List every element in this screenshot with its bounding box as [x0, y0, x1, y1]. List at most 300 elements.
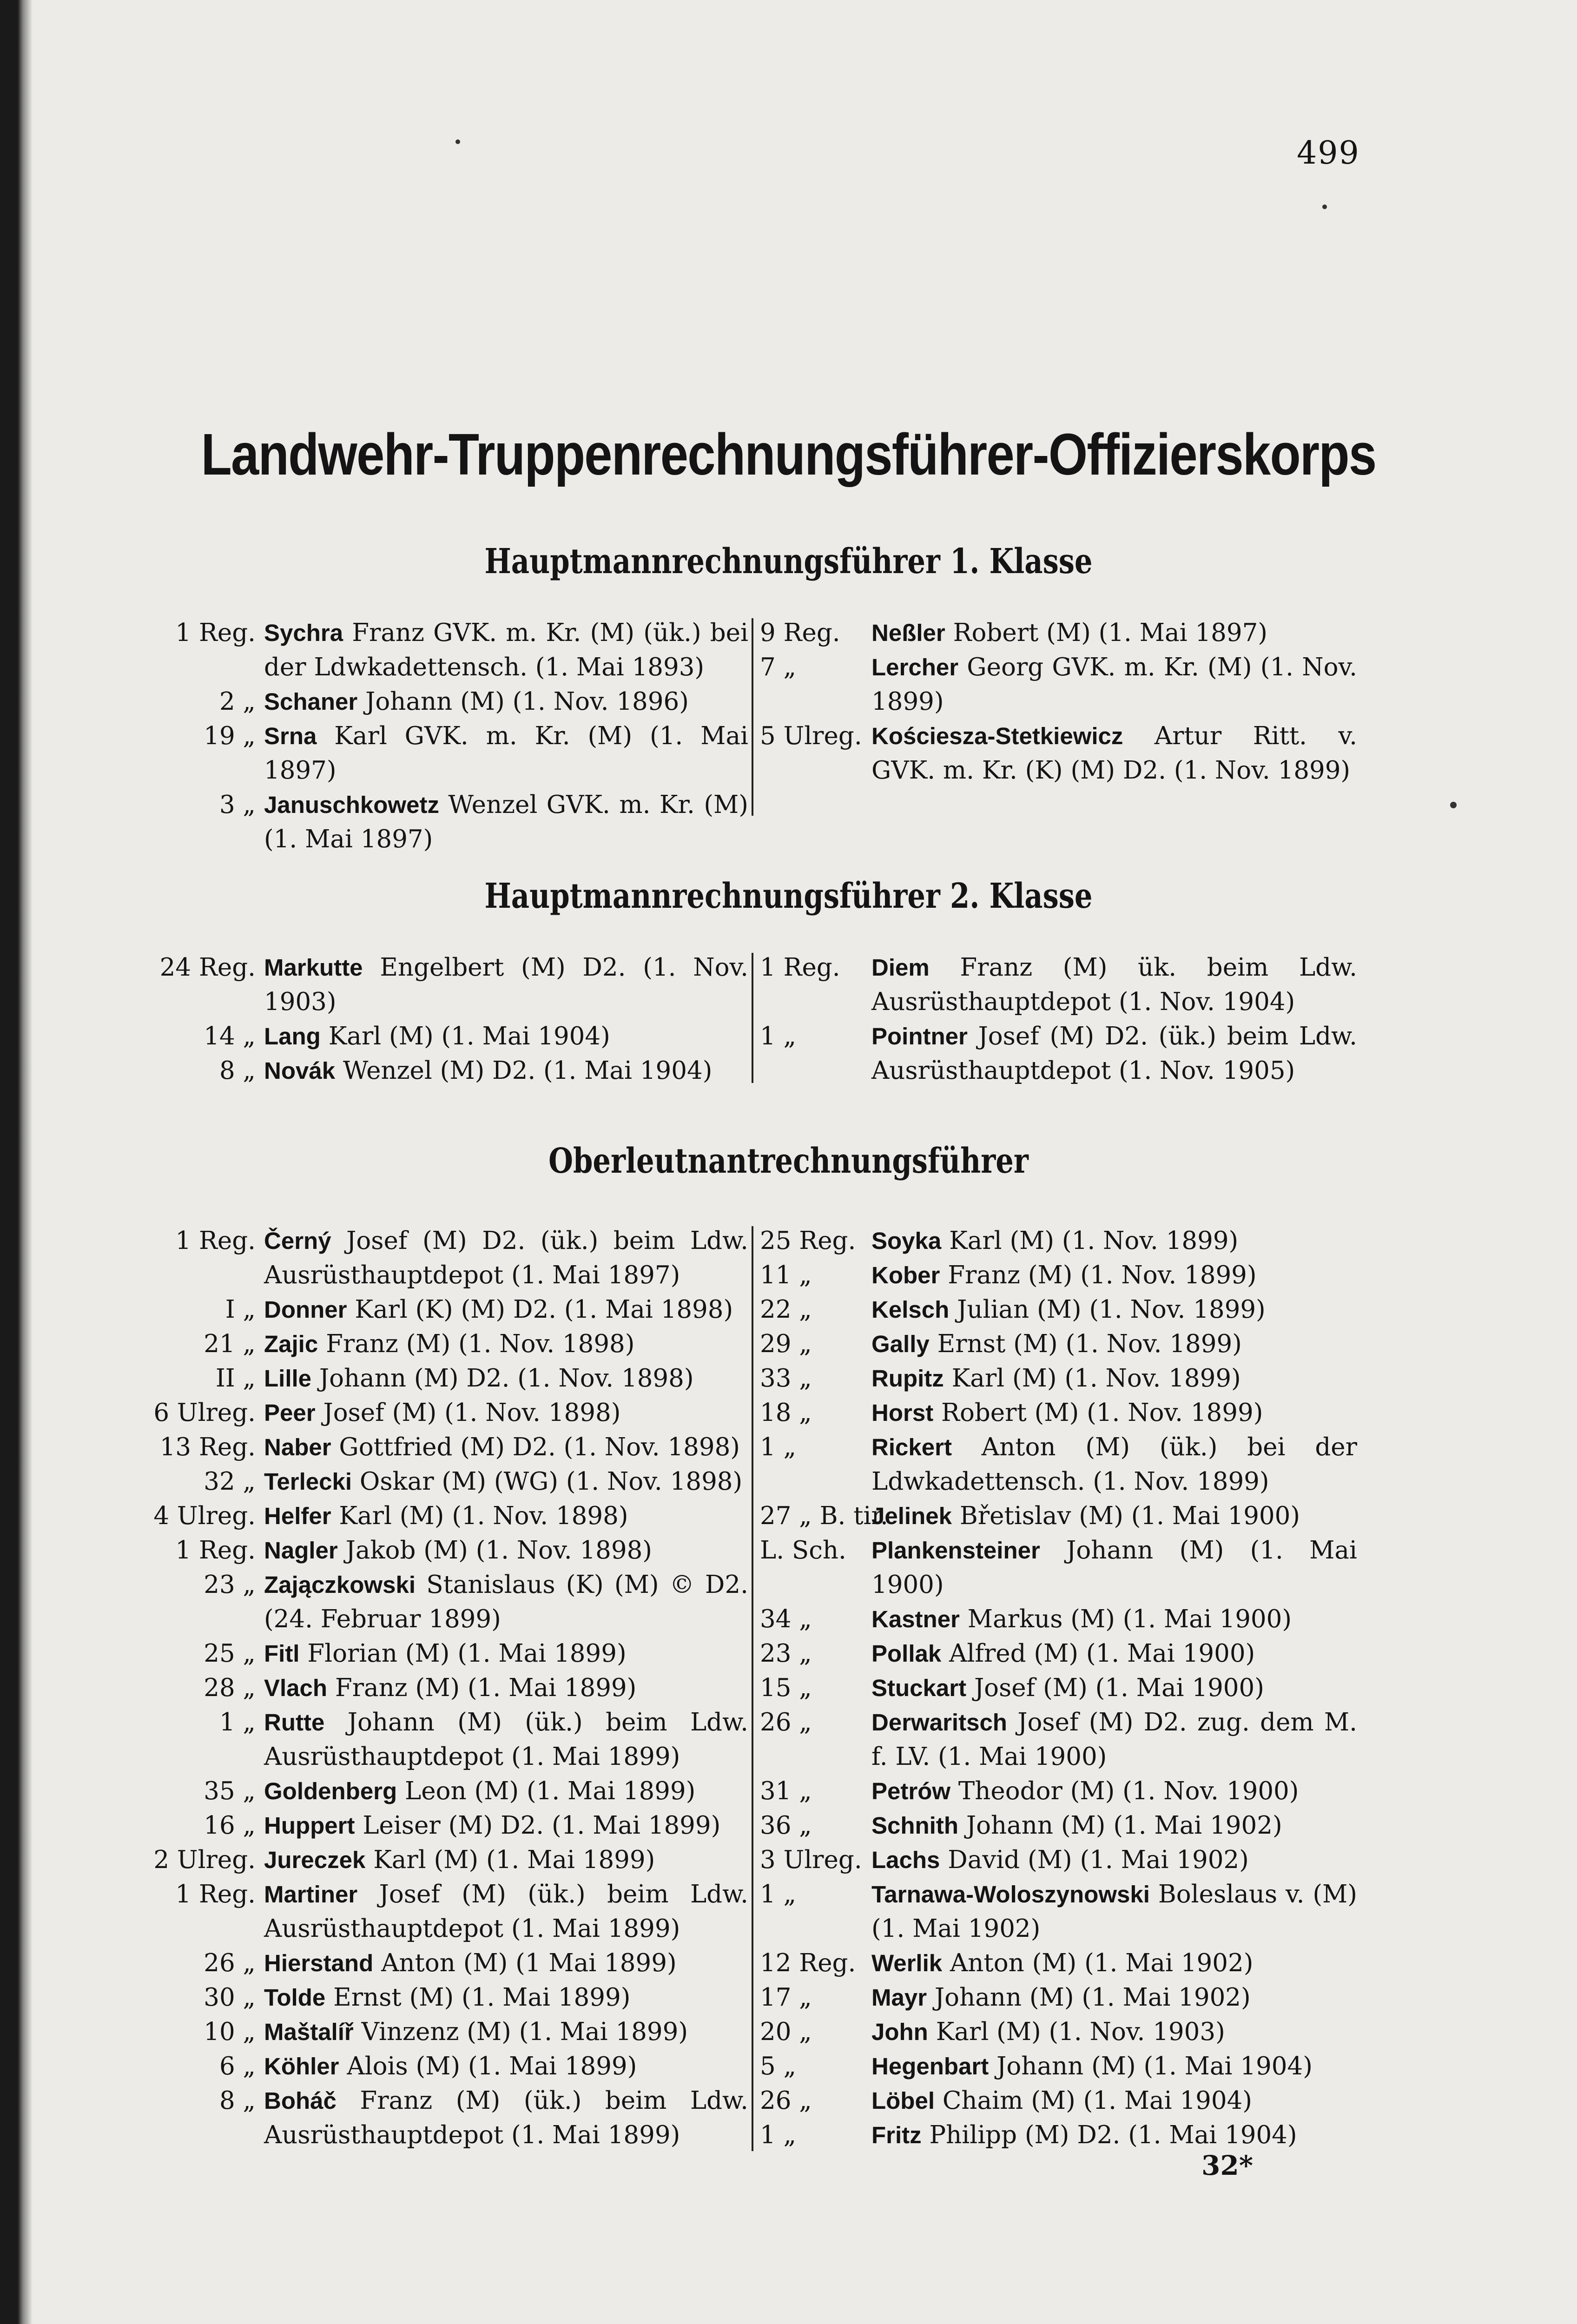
- regiment-label: 2 „: [219, 687, 256, 716]
- regiment-label: 17 „: [760, 1983, 812, 2012]
- officer-surname: Černý: [264, 1228, 331, 1254]
- regiment-label: 19 „: [204, 722, 256, 750]
- entry-text: [871, 1293, 1357, 1327]
- regiment-label: 24 Reg.: [159, 953, 256, 982]
- officer-details: Gottfried (M) D2. (1. Nov. 1898): [339, 1433, 740, 1461]
- regiment-label: 32 „: [204, 1467, 256, 1496]
- roster-entry: [153, 788, 748, 857]
- entry-text: [871, 1499, 1357, 1533]
- print-speck: [455, 139, 460, 144]
- officer-details: Johann (M) (1. Mai 1904): [996, 2052, 1313, 2080]
- regiment-label: 31 „: [760, 1777, 812, 1805]
- roster-entry: [153, 1499, 748, 1533]
- entry-text: [871, 1019, 1357, 1088]
- officer-surname: Lang: [264, 1023, 321, 1050]
- roster-entry: [153, 1877, 748, 1946]
- entry-text: [871, 1533, 1357, 1602]
- entry-text: [871, 1327, 1357, 1361]
- officer-details: Johann (M) (1. Mai 1900): [871, 1536, 1357, 1599]
- regiment-label: 1 Reg.: [175, 1536, 256, 1565]
- regiment-label: 16 „: [204, 1811, 256, 1840]
- roster-entry: [760, 1774, 1357, 1809]
- officer-details: Johann (M) (1. Mai 1902): [966, 1811, 1282, 1840]
- officer-details: Markus (M) (1. Mai 1900): [967, 1605, 1292, 1633]
- officer-surname: Terlecki: [264, 1468, 352, 1495]
- roster-entry: [153, 1637, 748, 1671]
- regiment-label: 18 „: [760, 1399, 812, 1427]
- regiment-label: 8 „: [219, 1056, 256, 1085]
- entry-text: [264, 1877, 748, 1946]
- regiment-label: 6 „: [219, 2052, 256, 2080]
- entry-text: [264, 1430, 748, 1465]
- entry-text: [264, 2049, 748, 2084]
- regiment-label: 8 „: [219, 2086, 256, 2115]
- regiment-label: 6 Ulreg.: [153, 1399, 256, 1427]
- roster-entry: [153, 2015, 748, 2049]
- regiment-label: 4 Ulreg.: [153, 1502, 256, 1530]
- regiment-label: 27 „ B. tir.: [760, 1502, 888, 1530]
- roster-entry: [760, 1637, 1357, 1671]
- officer-surname: Rickert: [871, 1434, 952, 1460]
- entry-text: [264, 1224, 748, 1293]
- entry-text: [871, 2015, 1357, 2049]
- roster-entry: [153, 951, 748, 1019]
- officer-details: Wenzel (M) D2. (1. Mai 1904): [343, 1056, 713, 1085]
- officer-surname: Schnith: [871, 1812, 958, 1839]
- roster-entry: [153, 1327, 748, 1361]
- officer-surname: Werlik: [871, 1950, 943, 1976]
- regiment-label: 14 „: [204, 1022, 256, 1050]
- officer-details: Josef (M) (1. Mai 1900): [974, 1674, 1264, 1702]
- entry-text: [871, 951, 1357, 1019]
- regiment-label: 2 Ulreg.: [153, 1846, 256, 1874]
- entry-text: [264, 1843, 748, 1877]
- regiment-label: 26 „: [760, 1708, 812, 1736]
- regiment-label: 28 „: [204, 1674, 256, 1702]
- roster-entry: [760, 719, 1357, 788]
- officer-details: Leiser (M) D2. (1. Mai 1899): [363, 1811, 721, 1840]
- column-divider: [752, 1226, 753, 2151]
- officer-surname: Neßler: [871, 620, 945, 646]
- officer-surname: Rupitz: [871, 1365, 944, 1392]
- officer-surname: Peer: [264, 1400, 316, 1426]
- officer-details: Oskar (M) (WG) (1. Nov. 1898): [359, 1467, 743, 1496]
- roster-entry: [153, 616, 748, 685]
- officer-details: Robert (M) (1. Nov. 1899): [941, 1399, 1263, 1427]
- regiment-label: 34 „: [760, 1605, 812, 1633]
- officer-details: Josef (M) D2. (ük.) beim Ldw. Ausrüsthauptdepot (1. Mai 1897): [264, 1227, 748, 1289]
- officer-surname: Lercher: [871, 654, 959, 680]
- roster-entry: [153, 1465, 748, 1499]
- officer-details: Josef (M) D2. (ük.) beim Ldw. Ausrüsthauptdepot (1. Nov. 1905): [871, 1022, 1357, 1085]
- section-1-right-column: [760, 616, 1357, 788]
- entry-text: [264, 1671, 748, 1705]
- roster-entry: [153, 1396, 748, 1430]
- officer-details: Johann (M) D2. (1. Nov. 1898): [319, 1364, 694, 1393]
- roster-entry: [760, 1396, 1357, 1430]
- roster-entry: [760, 1019, 1357, 1088]
- entry-text: [264, 1637, 748, 1671]
- officer-details: Josef (M) (ük.) beim Ldw. Ausrüsthauptdepot (1. Mai 1899): [264, 1880, 748, 1943]
- officer-details: Franz (M) (1. Mai 1899): [335, 1674, 637, 1702]
- roster-entry: [760, 1499, 1357, 1533]
- entry-text: [871, 1809, 1357, 1843]
- officer-surname: Hegenbart: [871, 2053, 989, 2080]
- officer-surname: Vlach: [264, 1675, 328, 1701]
- regiment-label: 1 „: [760, 1880, 797, 1908]
- officer-surname: Naber: [264, 1434, 331, 1460]
- entry-text: [264, 2084, 748, 2152]
- officer-surname: Plankensteiner: [871, 1537, 1040, 1564]
- entry-text: [264, 1774, 748, 1809]
- roster-entry: [153, 1568, 748, 1637]
- entry-text: [264, 1293, 748, 1327]
- officer-surname: Rutte: [264, 1709, 325, 1736]
- officer-details: Engelbert (M) D2. (1. Nov. 1903): [264, 953, 748, 1016]
- officer-surname: Jelinek: [871, 1503, 952, 1529]
- print-speck: [1322, 205, 1327, 209]
- regiment-label: 1 Reg.: [175, 619, 256, 647]
- roster-entry: [760, 1224, 1357, 1258]
- roster-entry: [760, 1293, 1357, 1327]
- roster-entry: [153, 1019, 748, 1054]
- regiment-label: 13 Reg.: [159, 1433, 256, 1461]
- officer-surname: Jureczek: [264, 1847, 366, 1873]
- regiment-label: 25 „: [204, 1639, 256, 1668]
- entry-text: [264, 1533, 748, 1568]
- officer-surname: Kościesza-Stetkiewicz: [871, 723, 1123, 749]
- officer-details: Josef (M) (1. Nov. 1898): [323, 1399, 621, 1427]
- officer-surname: Goldenberg: [264, 1778, 397, 1804]
- regiment-label: 30 „: [204, 1983, 256, 2012]
- officer-details: Leon (M) (1. Mai 1899): [405, 1777, 696, 1805]
- officer-surname: Fitl: [264, 1640, 300, 1667]
- roster-entry: [153, 1705, 748, 1774]
- officer-surname: Januschkowetz: [264, 792, 439, 818]
- officer-surname: Hierstand: [264, 1950, 374, 1976]
- regiment-label: 1 „: [760, 1433, 797, 1461]
- roster-entry: [153, 2049, 748, 2084]
- officer-details: Alfred (M) (1. Mai 1900): [949, 1639, 1255, 1668]
- entry-text: [871, 1671, 1357, 1705]
- roster-entry: [153, 1224, 748, 1293]
- officer-details: Chaim (M) (1. Mai 1904): [942, 2086, 1252, 2115]
- regiment-label: 3 „: [219, 791, 256, 819]
- officer-details: Franz (M) (1. Nov. 1899): [948, 1261, 1257, 1289]
- roster-entry: [760, 1877, 1357, 1946]
- officer-details: Břetislav (M) (1. Mai 1900): [959, 1502, 1300, 1530]
- officer-surname: Maštalíř: [264, 2019, 354, 2045]
- entry-text: [871, 1946, 1357, 1981]
- officer-details: Franz GVK. m. Kr. (M) (ük.) bei der Ldwkadettensch. (1. Mai 1893): [264, 619, 748, 681]
- roster-entry: [760, 1327, 1357, 1361]
- entry-text: [871, 1258, 1357, 1293]
- officer-surname: Kastner: [871, 1606, 960, 1632]
- roster-entry: [760, 1602, 1357, 1637]
- officer-details: Artur Ritt. v. GVK. m. Kr. (K) (M) D2. (1. Nov. 1899): [871, 722, 1357, 785]
- officer-details: Wenzel GVK. m. Kr. (M) (1. Mai 1897): [264, 791, 748, 853]
- regiment-label: 11 „: [760, 1261, 812, 1289]
- officer-details: Boleslaus v. (M) (1. Mai 1902): [871, 1880, 1357, 1943]
- regiment-label: 20 „: [760, 2018, 812, 2046]
- officer-surname: Gally: [871, 1331, 930, 1357]
- officer-details: Florian (M) (1. Mai 1899): [307, 1639, 627, 1668]
- page-number: 499: [1297, 135, 1360, 172]
- officer-surname: Stuckart: [871, 1675, 967, 1701]
- entry-text: [871, 1877, 1357, 1946]
- officer-details: Karl (M) (1. Nov. 1899): [951, 1364, 1241, 1393]
- roster-entry: [153, 1809, 748, 1843]
- entry-text: [264, 1054, 748, 1088]
- entry-text: [264, 951, 748, 1019]
- officer-surname: Lille: [264, 1365, 312, 1392]
- roster-entry: [760, 1981, 1357, 2015]
- regiment-label: 1 „: [760, 1022, 797, 1050]
- section-2-right-column: [760, 951, 1357, 1088]
- officer-details: David (M) (1. Mai 1902): [948, 1846, 1249, 1874]
- officer-details: Johann (M) (1. Mai 1902): [934, 1983, 1251, 2012]
- entry-text: [264, 719, 748, 788]
- entry-text: [871, 1361, 1357, 1396]
- regiment-label: 1 Reg.: [175, 1880, 256, 1908]
- section-3-right-column: [760, 1224, 1357, 2152]
- section-1-left-column: [153, 616, 748, 857]
- roster-entry: [153, 1361, 748, 1396]
- section-heading: Hauptmannrechnungsführer 2. Klasse: [484, 876, 1093, 916]
- entry-text: [871, 616, 1357, 650]
- regiment-label: 5 Ulreg.: [760, 722, 862, 750]
- officer-details: Karl (M) (1. Mai 1899): [373, 1846, 655, 1874]
- officer-surname: Mayr: [871, 1984, 927, 2011]
- officer-details: Karl (M) (1. Nov. 1898): [339, 1502, 628, 1530]
- entry-text: [264, 1465, 748, 1499]
- regiment-label: 15 „: [760, 1674, 812, 1702]
- roster-entry: [760, 2049, 1357, 2084]
- roster-entry: [760, 616, 1357, 650]
- entry-text: [264, 1946, 748, 1981]
- entry-text: [264, 616, 748, 685]
- officer-details: Robert (M) (1. Mai 1897): [953, 619, 1267, 647]
- officer-surname: Martiner: [264, 1881, 358, 1908]
- regiment-label: 26 „: [204, 1949, 256, 1977]
- regiment-label: L. Sch.: [760, 1536, 846, 1565]
- officer-surname: Novák: [264, 1057, 336, 1084]
- entry-text: [871, 1981, 1357, 2015]
- regiment-label: 1 „: [760, 2121, 797, 2149]
- officer-surname: Tarnawa-Woloszynowski: [871, 1881, 1150, 1908]
- regiment-label: 3 Ulreg.: [760, 1846, 862, 1874]
- regiment-label: 21 „: [204, 1330, 256, 1358]
- regiment-label: 1 „: [219, 1708, 256, 1736]
- entry-text: [264, 1396, 748, 1430]
- print-speck: [1450, 802, 1457, 808]
- officer-details: Julian (M) (1. Nov. 1899): [957, 1295, 1266, 1324]
- entry-text: [264, 2015, 748, 2049]
- section-3-left-column: [153, 1224, 748, 2152]
- officer-details: Alois (M) (1. Mai 1899): [347, 2052, 637, 2080]
- roster-entry: [760, 2084, 1357, 2118]
- regiment-label: 26 „: [760, 2086, 812, 2115]
- officer-surname: Pointner: [871, 1023, 968, 1050]
- section-heading: Hauptmannrechnungsführer 1. Klasse: [484, 541, 1093, 581]
- officer-details: Franz (M) (1. Nov. 1898): [326, 1330, 635, 1358]
- roster-entry: [153, 719, 748, 788]
- regiment-label: 12 Reg.: [760, 1949, 856, 1977]
- roster-entry: [153, 1293, 748, 1327]
- roster-entry: [153, 2084, 748, 2152]
- officer-details: Anton (M) (ük.) bei der Ldwkadettensch. (1. Nov. 1899): [871, 1433, 1357, 1496]
- regiment-label: 35 „: [204, 1777, 256, 1805]
- roster-entry: [153, 1671, 748, 1705]
- regiment-label: 36 „: [760, 1811, 812, 1840]
- officer-details: Philipp (M) D2. (1. Mai 1904): [929, 2121, 1297, 2149]
- entry-text: [871, 1396, 1357, 1430]
- officer-surname: Pollak: [871, 1640, 942, 1667]
- officer-details: Johann (M) (1. Nov. 1896): [365, 687, 689, 716]
- regiment-label: 33 „: [760, 1364, 812, 1393]
- entry-text: [871, 1602, 1357, 1637]
- officer-details: Georg GVK. m. Kr. (M) (1. Nov. 1899): [871, 653, 1357, 716]
- regiment-label: I „: [225, 1295, 256, 1324]
- officer-surname: Löbel: [871, 2087, 935, 2114]
- regiment-label: 10 „: [204, 2018, 256, 2046]
- entry-text: [264, 1361, 748, 1396]
- officer-surname: John: [871, 2019, 928, 2045]
- regiment-label: II „: [215, 1364, 256, 1393]
- officer-details: Ernst (M) (1. Mai 1899): [333, 1983, 631, 2012]
- officer-surname: Köhler: [264, 2053, 339, 2080]
- entry-text: [264, 1809, 748, 1843]
- officer-surname: Kober: [871, 1262, 940, 1288]
- roster-entry: [153, 1981, 748, 2015]
- entry-text: [871, 1843, 1357, 1877]
- officer-details: Karl (K) (M) D2. (1. Mai 1898): [355, 1295, 733, 1324]
- officer-surname: Srna: [264, 723, 317, 749]
- entry-text: [264, 788, 748, 857]
- roster-entry: [760, 951, 1357, 1019]
- officer-details: Karl GVK. m. Kr. (M) (1. Mai 1897): [264, 722, 748, 785]
- officer-details: Ernst (M) (1. Nov. 1899): [937, 1330, 1242, 1358]
- entry-text: [871, 719, 1357, 788]
- officer-surname: Lachs: [871, 1847, 940, 1873]
- officer-details: Franz (M) ük. beim Ldw. Ausrüsthauptdepot (1. Nov. 1904): [871, 953, 1357, 1016]
- roster-entry: [153, 1774, 748, 1809]
- officer-details: Vinzenz (M) (1. Mai 1899): [361, 2018, 688, 2046]
- officer-details: Franz (M) (ük.) beim Ldw. Ausrüsthauptdepot (1. Mai 1899): [264, 2086, 748, 2149]
- roster-entry: [760, 2118, 1357, 2152]
- signature-mark: 32*: [1201, 2150, 1254, 2181]
- regiment-label: 23 „: [204, 1571, 256, 1599]
- regiment-label: 23 „: [760, 1639, 812, 1668]
- entry-text: [871, 1705, 1357, 1774]
- entry-text: [264, 1705, 748, 1774]
- entry-text: [871, 2118, 1357, 2152]
- roster-entry: [153, 1430, 748, 1465]
- roster-entry: [760, 1843, 1357, 1877]
- roster-entry: [153, 1946, 748, 1981]
- officer-surname: Helfer: [264, 1503, 331, 1529]
- officer-surname: Zajic: [264, 1331, 318, 1357]
- section-2-left-column: [153, 951, 748, 1088]
- officer-surname: Sychra: [264, 620, 343, 646]
- roster-entry: [760, 1430, 1357, 1499]
- officer-surname: Boháč: [264, 2087, 337, 2114]
- entry-text: [871, 1774, 1357, 1809]
- officer-surname: Diem: [871, 954, 930, 981]
- officer-surname: Tolde: [264, 1984, 326, 2011]
- entry-text: [264, 1327, 748, 1361]
- entry-text: [871, 1224, 1357, 1258]
- officer-details: Anton (M) (1. Mai 1902): [950, 1949, 1254, 1977]
- entry-text: [871, 650, 1357, 719]
- officer-details: Karl (M) (1. Nov. 1903): [936, 2018, 1225, 2046]
- column-divider: [752, 618, 753, 816]
- roster-entry: [153, 1054, 748, 1088]
- regiment-label: 5 „: [760, 2052, 797, 2080]
- regiment-label: 29 „: [760, 1330, 812, 1358]
- page-title: Landwehr-Truppenrechnungsführer-Offizierskorps: [201, 422, 1376, 487]
- officer-details: Karl (M) (1. Nov. 1899): [949, 1227, 1239, 1255]
- book-binding-edge: [0, 0, 33, 2324]
- regiment-label: 25 Reg.: [760, 1227, 856, 1255]
- section-heading: Oberleutnantrechnungsführer: [548, 1141, 1029, 1181]
- regiment-label: 1 Reg.: [760, 953, 840, 982]
- officer-details: Josef (M) D2. zug. dem M. f. LV. (1. Mai 1900): [871, 1708, 1357, 1771]
- regiment-label: 9 Reg.: [760, 619, 840, 647]
- roster-entry: [760, 1533, 1357, 1602]
- officer-surname: Zajączkowski: [264, 1571, 416, 1598]
- roster-entry: [760, 1809, 1357, 1843]
- roster-entry: [760, 1671, 1357, 1705]
- entry-text: [871, 1637, 1357, 1671]
- officer-surname: Markutte: [264, 954, 363, 981]
- regiment-label: 7 „: [760, 653, 797, 681]
- regiment-label: 1 Reg.: [175, 1227, 256, 1255]
- entry-text: [264, 1981, 748, 2015]
- entry-text: [264, 1019, 748, 1054]
- roster-entry: [760, 2015, 1357, 2049]
- entry-text: [871, 1430, 1357, 1499]
- officer-surname: Soyka: [871, 1228, 942, 1254]
- regiment-label: 22 „: [760, 1295, 812, 1324]
- officer-details: Theodor (M) (1. Nov. 1900): [958, 1777, 1299, 1805]
- roster-entry: [153, 685, 748, 719]
- entry-text: [264, 1499, 748, 1533]
- officer-details: Johann (M) (ük.) beim Ldw. Ausrüsthauptdepot (1. Mai 1899): [264, 1708, 748, 1771]
- entry-text: [871, 2049, 1357, 2084]
- entry-text: [264, 1568, 748, 1637]
- officer-details: Anton (M) (1 Mai 1899): [381, 1949, 677, 1977]
- officer-surname: Fritz: [871, 2122, 922, 2148]
- officer-surname: Huppert: [264, 1812, 355, 1839]
- column-divider: [752, 953, 753, 1083]
- roster-entry: [760, 1705, 1357, 1774]
- officer-surname: Donner: [264, 1296, 347, 1323]
- roster-entry: [760, 650, 1357, 719]
- roster-entry: [153, 1843, 748, 1877]
- roster-entry: [760, 1946, 1357, 1981]
- officer-details: Stanislaus (K) (M) © D2. (24. Februar 1899): [264, 1571, 748, 1633]
- officer-surname: Petrów: [871, 1778, 951, 1804]
- officer-details: Jakob (M) (1. Nov. 1898): [345, 1536, 652, 1565]
- officer-surname: Horst: [871, 1400, 934, 1426]
- roster-entry: [760, 1361, 1357, 1396]
- officer-surname: Nagler: [264, 1537, 338, 1564]
- entry-text: [871, 2084, 1357, 2118]
- officer-surname: Derwaritsch: [871, 1709, 1007, 1736]
- roster-entry: [760, 1258, 1357, 1293]
- officer-surname: Kelsch: [871, 1296, 950, 1323]
